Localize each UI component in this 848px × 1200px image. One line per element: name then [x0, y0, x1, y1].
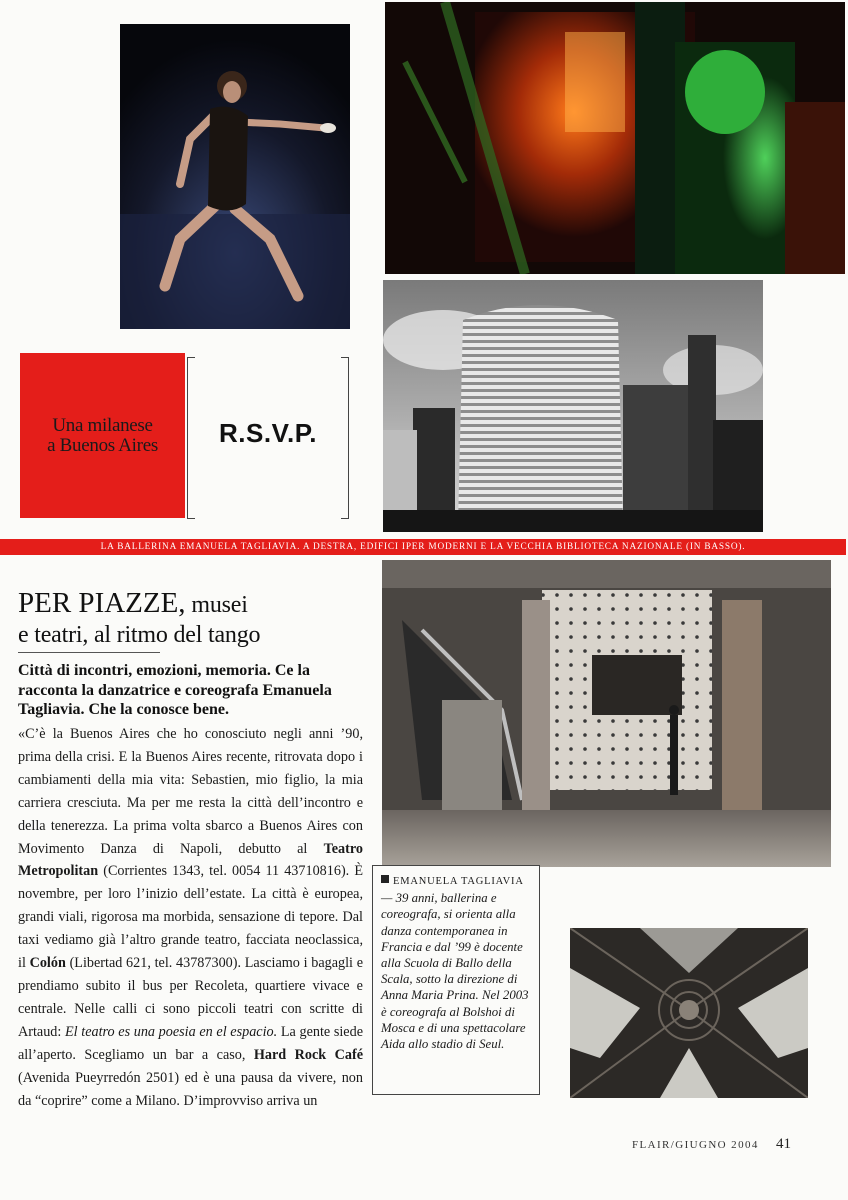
body-run-3: (Libertad 621, tel. 43787300). Lasciamo i bagagli e prendiamo subito il bus per Recoleta, quartiere vivace e centrale. Nelle calli ci sono piccoli teatri con scritte di Artaud:	[18, 955, 363, 1040]
venue-hard-rock-cafe: Hard Rock Café	[253, 1046, 363, 1063]
venue-colon: Colón	[29, 955, 66, 972]
body-run-2: (Corrientes 1343, tel. 0054 11 43710816). È novembre, per loro l’inizio dell’estate. La città è europea, grandi viali, rigorosa ma morbida, sensazione di tepore. Dal taxi vediamo già l’altro grande teatro, facciata neoclassica, il	[18, 863, 363, 972]
headline-rule	[18, 652, 160, 653]
body-run-1: «C’è la Buenos Aires che ho conosciuto negli anni ’90, prima della crisi. E la Buenos Aires recente, ritrovata dopo i cambiamenti della mia vita: Sebastien, mio figlio, la mia carriera cresciuta. Ma per me resta la città dell’incontro e della tenerezza. La prima volta sbarco a Buenos Aires con Movimento Danza di Napoli, debutto al	[18, 726, 363, 857]
bio-text	[381, 872, 531, 1052]
bullet-square-icon	[381, 875, 389, 883]
photo-caption-strip	[0, 539, 846, 555]
dome-ceiling-photo	[570, 928, 808, 1098]
section-label	[47, 416, 158, 456]
body-run-4: La gente siede all’aperto. Scegliamo un bar a caso,	[18, 1023, 363, 1063]
section-label-line2: a Buenos Aires	[47, 434, 158, 456]
headline-lead: PER PIAZZE,	[18, 587, 186, 619]
body-run-5: (Avenida Pueyrredón 2501) ed è una pausa da vivere, non da “coprire” come a Milano. D’improvviso arriva un	[18, 1069, 363, 1109]
artaud-quote: El teatro es una poesia en el espacio.	[65, 1023, 278, 1040]
photo-caption: LA BALLERINA EMANUELA TAGLIAVIA. A DESTRA, EDIFICI IPER MODERNI E LA VECCHIA BIBLIOTECA NAZIONALE (IN BASSO).	[100, 542, 746, 552]
section-label-box	[20, 353, 185, 518]
page-number: 41	[776, 1136, 791, 1152]
bracket-right	[341, 357, 349, 519]
headline-line1	[18, 588, 368, 620]
skyscraper-photo	[383, 280, 763, 532]
bio-name: EMANUELA TAGLIAVIA	[393, 876, 524, 887]
folio-magazine: FLAIR/GIUGNO 2004	[632, 1139, 759, 1151]
article-paragraph	[18, 723, 363, 1112]
bio-sidebar	[372, 865, 540, 1095]
bio-description: — 39 anni, ballerina e coreografa, si orienta alla danza contemporanea in Francia e dal ’99 è docente alla Scuola di Ballo della Scala, sotto la direzione di Anna Maria Prina. Nel 2003 è coreografa al Bolshoi di Mosca e di una spettacolare Aida allo stadio di Seul.	[381, 891, 529, 1052]
bracket-left	[187, 357, 195, 519]
article-deck: Città di incontri, emozioni, memoria. Ce la racconta la danzatrice e coreografa Emanuela Tagliavia. Che la conosce bene.	[18, 662, 332, 718]
article-body	[18, 723, 363, 1112]
dancer-photo	[120, 24, 350, 329]
venue-teatro-metropolitan: Teatro Metropolitan	[18, 840, 363, 880]
library-interior-photo	[382, 560, 831, 867]
section-label-line1: Una milanese	[52, 414, 153, 436]
headline-line2: e teatri, al ritmo del tango	[18, 622, 261, 648]
nightclub-photo	[385, 2, 845, 274]
rubric-title: R.S.V.P.	[219, 418, 317, 448]
headline-line1-rest: musei	[185, 592, 248, 618]
